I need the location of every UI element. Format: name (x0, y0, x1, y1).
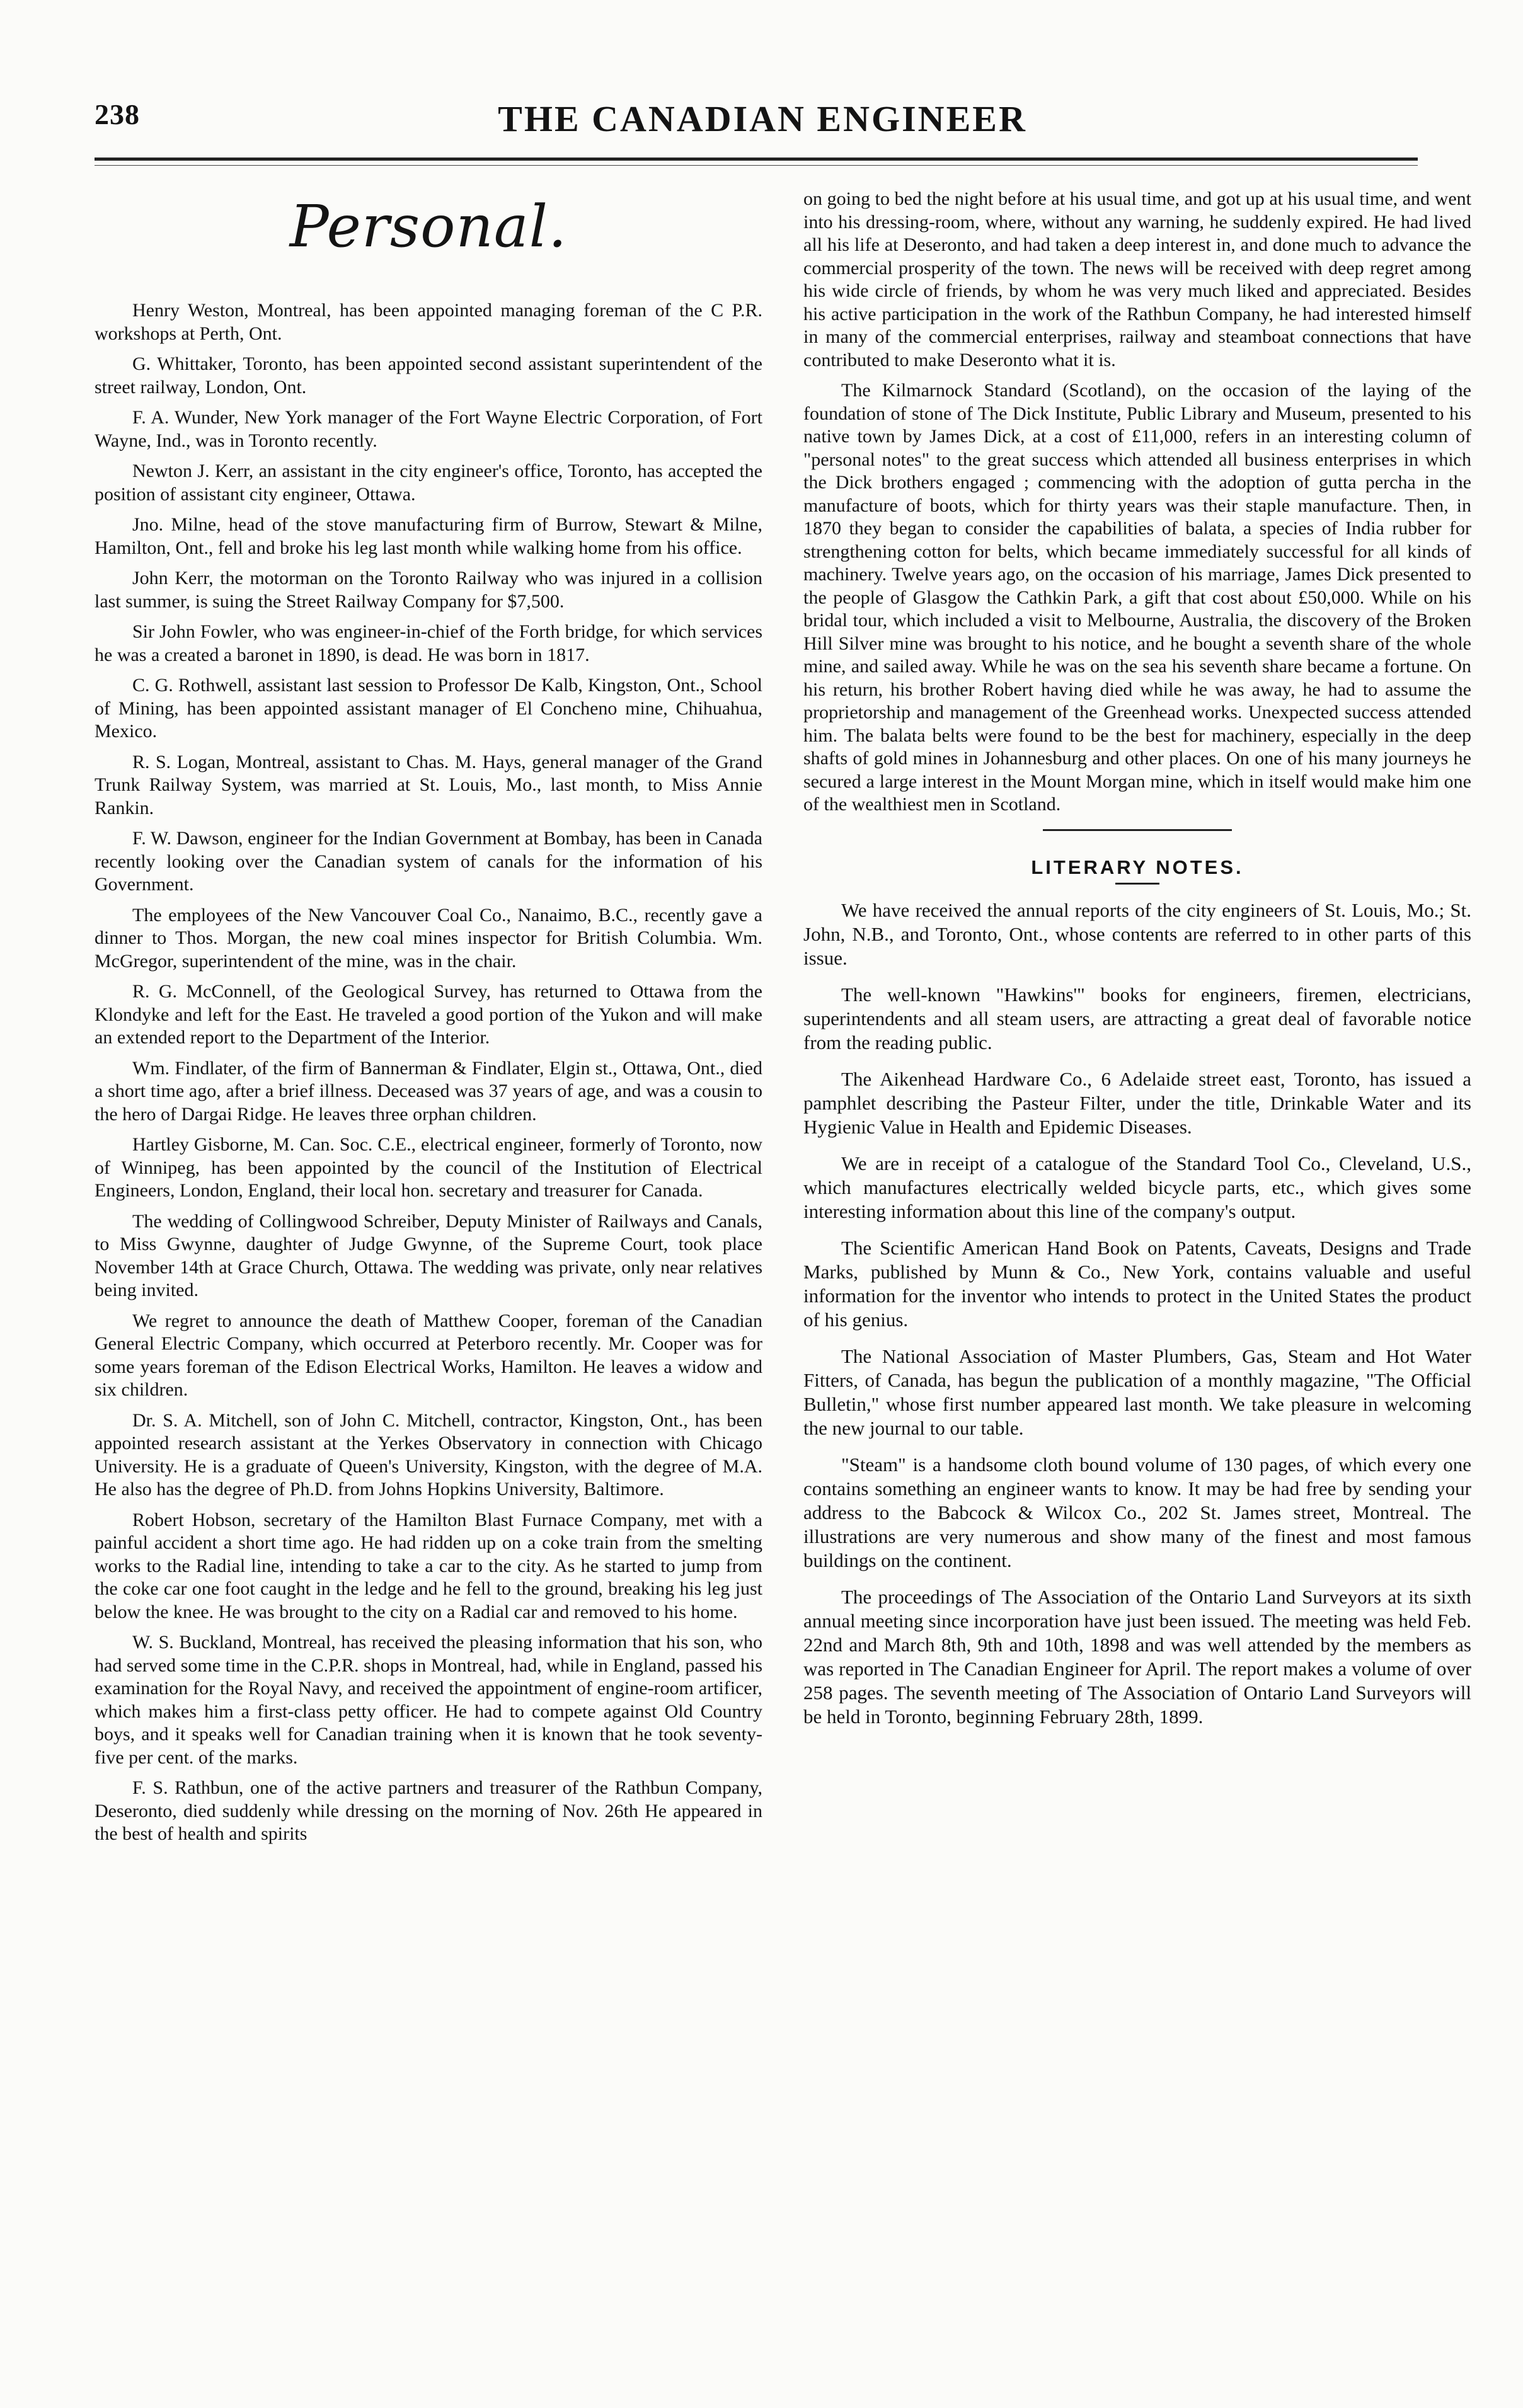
personal-item: We regret to announce the death of Matthew Cooper, foreman of the Canadian General Electric Company, which occurred at Peterboro recently. Mr. Cooper was for some years foreman of the Edison Electrical Works, Hamilton. He leaves a widow and six children. (95, 1310, 762, 1400)
personal-item: Jno. Milne, head of the stove manufacturing firm of Burrow, Stewart & Milne, Hamilton, Ont., fell and broke his leg last month while walking home from his office. (95, 514, 762, 558)
section-divider (1043, 829, 1232, 831)
heading-underline (1115, 883, 1159, 885)
personal-item: The employees of the New Vancouver Coal Co., Nanaimo, B.C., recently gave a dinner to Thos. Morgan, the new coal mines inspector for British Columbia. Wm. McGregor, superintendent of the mine, was in the chair. (95, 904, 762, 972)
literary-note: We have received the annual reports of the city engineers of St. Louis, Mo.; St. John, N.B., and Toronto, Ont., whose contents are referred to in other parts of this issue. (803, 899, 1471, 969)
personal-item-continued: on going to bed the night before at his usual time, and got up at his usual time, and went into his dressing-room, where, without any warning, he suddenly expired. He had lived all his life at Deseronto, and had taken a deep interest in, and done much to advance the commercial prosperity of the town. The news will be received with deep regret among his wide circle of friends, by whom he was very much liked and appreciated. Besides his active participation in the work of the Rathbun Company, he had interested himself in many of the commercial enterprises, railway and steamboat connections that have contributed to make Deseronto what it is. (803, 188, 1471, 370)
header-rule-thin (95, 165, 1418, 166)
header-rule (95, 158, 1418, 161)
personal-item: F. W. Dawson, engineer for the Indian Government at Bombay, has been in Canada recently looking over the Canadian system of canals for the information of his Government. (95, 828, 762, 895)
personal-item: W. S. Buckland, Montreal, has received the pleasing information that his son, who had served some time in the C.P.R. shops in Montreal, had, while in England, passed his examination for the Royal Navy, and received the appointment of engine-room artificer, which makes him a first-class petty officer. He had to compete against Old Country boys, and it speaks well for Canadian training when it is known that he took seventy-five per cent. of the marks. (95, 1632, 762, 1768)
personal-item: The wedding of Collingwood Schreiber, Deputy Minister of Railways and Canals, to Miss Gwynne, daughter of Judge Gwynne, of the Supreme Court, took place November 14th at Grace Church, Ottawa. The wedding was private, only near relatives being invited. (95, 1210, 762, 1300)
personal-section (95, 299, 762, 1846)
personal-item: John Kerr, the motorman on the Toronto Railway who was injured in a collision last summer, is suing the Street Railway Company for $7,500. (95, 568, 762, 612)
personal-item: Henry Weston, Montreal, has been appointed managing foreman of the C P.R. workshops at Perth, Ont. (95, 300, 762, 344)
literary-note: The Aikenhead Hardware Co., 6 Adelaide street east, Toronto, has issued a pamphlet describing the Pasteur Filter, under the title, Drinkable Water and its Hygienic Value in Health and Epidemic Diseases. (803, 1068, 1471, 1138)
personal-item: F. S. Rathbun, one of the active partners and treasurer of the Rathbun Company, Deseronto, died suddenly while dressing on the morning of Nov. 26th He appeared in the best of health and spirits (95, 1777, 762, 1844)
personal-item: R. G. McConnell, of the Geological Survey, has returned to Ottawa from the Klondyke and left for the East. He traveled a good portion of the Yukon and will make an extended report to the Department of the Interior. (95, 981, 762, 1048)
literary-note: The well-known "Hawkins'" books for engineers, firemen, electricians, superintendents and all steam users, are attracting a great deal of favorable notice from the reading public. (803, 983, 1471, 1053)
personal-item: The Kilmarnock Standard (Scotland), on the occasion of the laying of the foundation of stone of The Dick Institute, Public Library and Museum, presented to his native town by James Dick, at a cost of £11,000, refers in an interesting column of "personal notes" to the great success which attended all business enterprises in which the Dick brothers engaged ; commencing with the adoption of gutta percha in the manufacture of boots, which for thirty years was their staple manufacture. Then, in 1870 they began to consider the capabilities of balata, a species of India rubber for strengthening cotton for belts, which became immediately successful for all kinds of machinery. Twelve years ago, on the occasion of his marriage, James Dick presented to the people of Glasgow the Cathkin Park, a gift that cost about £50,000. While on his bridal tour, which included a visit to Melbourne, Australia, the discovery of the Broken Hill Silver mine was brought to his notice, and he bought a seventh share of the whole mine, and sailed away. While he was on the sea his seventh share became a fortune. On his return, his brother Robert having died while he was away, he had to assume the proprietorship and management of the Greenhead works. Unexpected success attended him. The balata belts were found to be the best for machinery, especially in the deep shafts of gold mines in Johannesburg and other places. On one of his many journeys he secured a large interest in the Mount Morgan mine, which in itself would make him one of the wealthiest men in Scotland. (803, 380, 1471, 815)
page-header (95, 98, 1430, 148)
literary-note: We are in receipt of a catalogue of the Standard Tool Co., Cleveland, U.S., which manufactures electrically welded bicycle parts, etc., which gives some interesting information about this line of the company's output. (803, 1152, 1471, 1222)
personal-item: Dr. S. A. Mitchell, son of John C. Mitchell, contractor, Kingston, Ont., has been appointed research assistant at the Yerkes Observatory in connection with Chicago University. He is a graduate of Queen's University, Kingston, with the degree of M.A. He also has the degree of Ph.D. from Johns Hopkins University, Baltimore. (95, 1409, 762, 1499)
personal-item: R. S. Logan, Montreal, assistant to Chas. M. Hays, general manager of the Grand Trunk Railway System, was married at St. Louis, Mo., last month, to Miss Annie Rankin. (95, 751, 762, 818)
personal-heading: Personal. (289, 193, 568, 260)
personal-item: C. G. Rothwell, assistant last session to Professor De Kalb, Kingston, Ont., School of Mining, has been appointed assistant manager of El Concheno mine, Chihuahua, Mexico. (95, 675, 762, 742)
literary-note: The Scientific American Hand Book on Patents, Caveats, Designs and Trade Marks, published by Munn & Co., New York, contains valuable and useful information for the inventor who intends to protect in the United States the product of his genius. (803, 1237, 1471, 1331)
personal-continuation (803, 188, 1471, 817)
literary-notes-heading: LITERARY NOTES. (1031, 856, 1244, 878)
personal-item: F. A. Wunder, New York manager of the Fort Wayne Electric Corporation, of Fort Wayne, Ind., was in Toronto recently. (95, 407, 762, 451)
journal-title: THE CANADIAN ENGINEER (498, 98, 1027, 139)
personal-item: Robert Hobson, secretary of the Hamilton Blast Furnace Company, met with a painful accident a short time ago. He had ridden up on a coke train from the smelting works to the Radial line, intending to take a car to the city. As he started to jump from the coke car one foot caught in the ledge and he fell to the ground, breaking his leg just below the knee. He was brought to the city on a Radial car and removed to his home. (95, 1509, 762, 1622)
literary-note: The proceedings of The Association of the Ontario Land Surveyors at its sixth annual meeting since incorporation have just been issued. The meeting was held Feb. 22nd and March 8th, 9th and 10th, 1898 and was well attended by the members as was reported in The Canadian Engineer for April. The report makes a volume of over 258 pages. The seventh meeting of The Association of Ontario Land Surveyors will be held in Toronto, beginning February 28th, 1899. (803, 1586, 1471, 1728)
personal-item: Wm. Findlater, of the firm of Bannerman & Findlater, Elgin st., Ottawa, Ont., died a short time ago, after a brief illness. Deceased was 37 years of age, and was a cousin to the hero of Dargai Ridge. He leaves three orphan children. (95, 1057, 762, 1125)
left-column (95, 183, 762, 1854)
personal-item: Newton J. Kerr, an assistant in the city engineer's office, Toronto, has accepted the position of assistant city engineer, Ottawa. (95, 461, 762, 505)
literary-note: The National Association of Master Plumbers, Gas, Steam and Hot Water Fitters, of Canada, has begun the publication of a monthly magazine, "The Official Bulletin," whose first number appeared last month. We take pleasure in welcoming the new journal to our table. (803, 1345, 1471, 1439)
right-column (803, 188, 1471, 1741)
personal-item: G. Whittaker, Toronto, has been appointed second assistant superintendent of the street railway, London, Ont. (95, 353, 762, 398)
personal-item: Sir John Fowler, who was engineer-in-chief of the Forth bridge, for which services he was a created a baronet in 1890, is dead. He was born in 1817. (95, 621, 762, 665)
literary-notes-section (803, 898, 1471, 1729)
page-number: 238 (95, 98, 140, 130)
literary-note: "Steam" is a handsome cloth bound volume of 130 pages, of which every one contains something an engineer wants to know. It may be had free by sending your address to the Babcock & Wilcox Co., 202 St. James street, Montreal. The illustrations are very numerous and show many of the finest and most famous buildings on the continent. (803, 1453, 1471, 1571)
personal-item: Hartley Gisborne, M. Can. Soc. C.E., electrical engineer, formerly of Toronto, now of Winnipeg, has been appointed by the council of the Institution of Electrical Engineers, London, England, their local hon. secretary and treasurer for Canada. (95, 1134, 762, 1201)
